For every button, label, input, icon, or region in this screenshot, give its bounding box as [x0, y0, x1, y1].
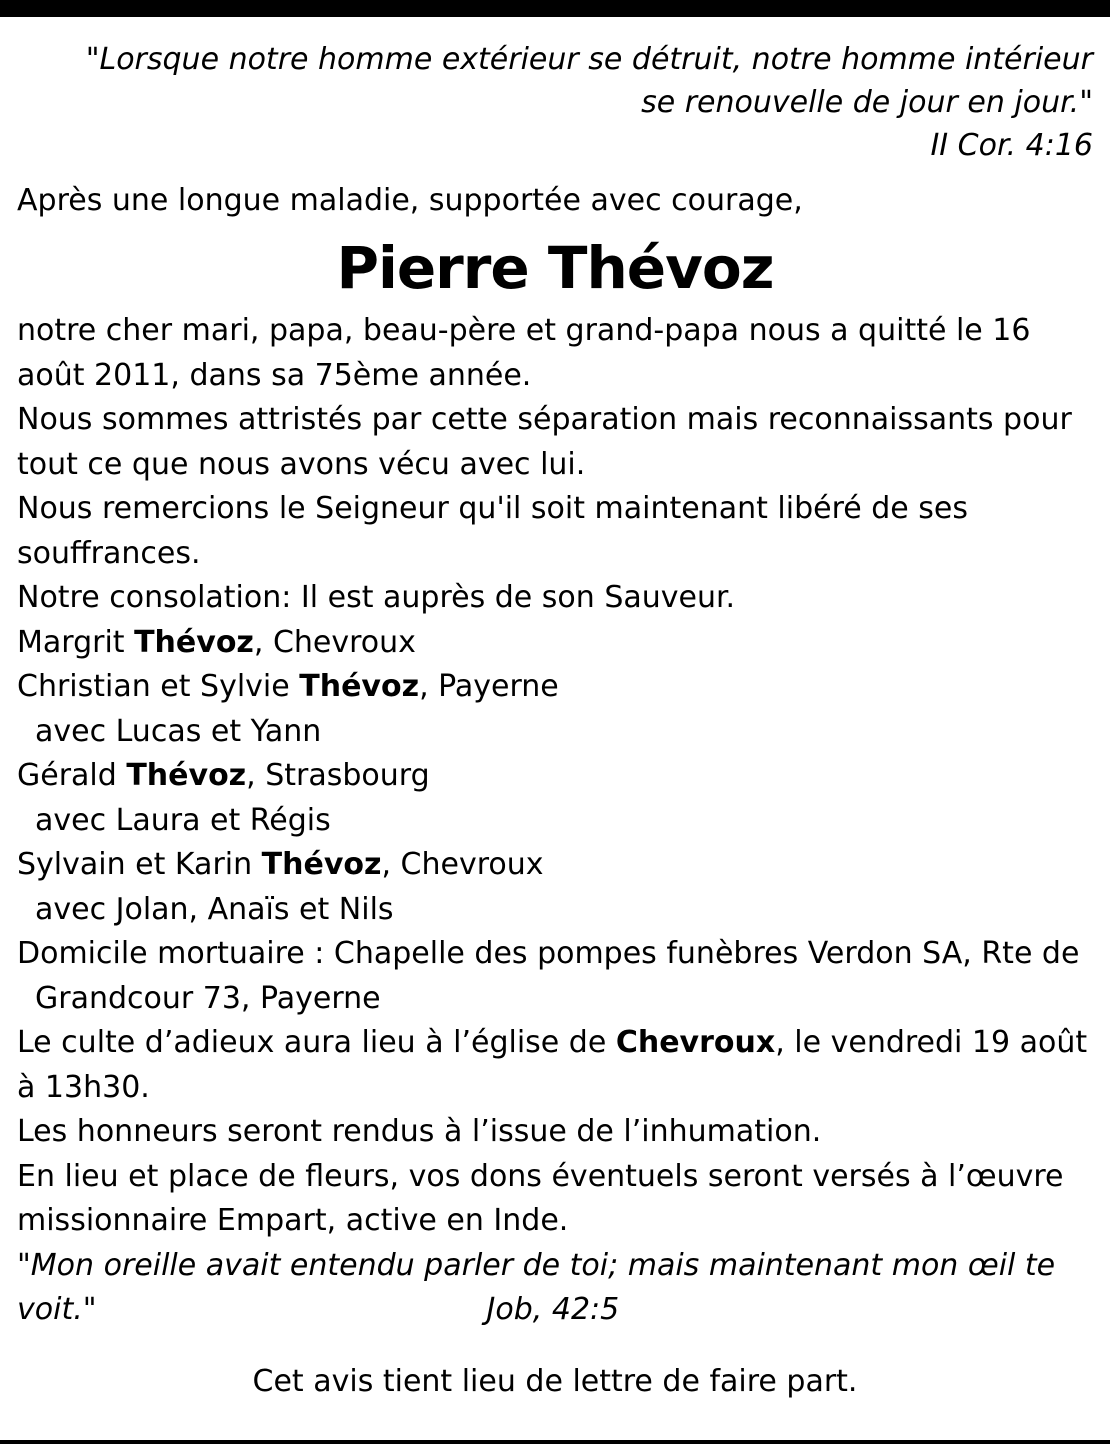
- epigraph-reference: II Cor. 4:16: [930, 128, 1093, 163]
- epigraph: [17, 38, 1093, 167]
- service-details: Le culte d’adieux aura lieu à l’église de Chevroux, le vendredi 19 août à 13h30.: [17, 1025, 1088, 1105]
- footer-note: Cet avis tient lieu de lettre de faire part.: [252, 1364, 858, 1399]
- paragraph-consolation: Notre consolation: Il est auprès de son Sauveur.: [17, 580, 736, 615]
- obituary-notice: [17, 38, 1093, 1333]
- domicile-mortuaire: Domicile mortuaire : Chapelle des pompes funèbres Verdon SA, Rte de Grandcour 73, Payerne: [17, 936, 1080, 1016]
- deceased-name: Pierre Thévoz: [336, 234, 774, 302]
- family-member-2: Christian et Sylvie Thévoz, Payerne: [17, 669, 559, 704]
- family-member-2-children: avec Lucas et Yann: [35, 713, 322, 749]
- closing-quote-reference: Job, 42:5: [486, 1292, 620, 1327]
- bottom-border-rule: [0, 1440, 1110, 1444]
- family-member-4-children: avec Jolan, Anaïs et Nils: [35, 891, 394, 927]
- closing-quote: "Mon oreille avait entendu parler de toi; mais maintenant mon œil te voit." Job, 42:5: [17, 1244, 1093, 1333]
- paragraph-gratitude: Nous sommes attristés par cette séparation mais reconnaissants pour tout ce que nous avons vécu avec lui.: [17, 402, 1072, 482]
- family-member-1: Margrit Thévoz, Chevroux: [17, 624, 416, 660]
- epigraph-line-2: se renouvelle de jour en jour.": [641, 85, 1093, 120]
- paragraph-death: notre cher mari, papa, beau-père et grand-papa nous a quitté le 16 août 2011, dans sa 75ème année.: [17, 313, 1031, 393]
- family-member-3-children: avec Laura et Régis: [35, 802, 331, 838]
- top-border-rule: [0, 0, 1110, 17]
- family-member-3: Gérald Thévoz, Strasbourg: [17, 758, 430, 793]
- intro-line: Après une longue maladie, supportée avec courage,: [17, 183, 803, 218]
- flowers-details: En lieu et place de fleurs, vos dons éventuels seront versés à l’œuvre missionnaire Empart, active en Inde.: [17, 1158, 1064, 1238]
- notice-body: [17, 309, 1093, 1333]
- epigraph-line-1: "Lorsque notre homme extérieur se détruit, notre homme intérieur: [85, 42, 1093, 77]
- paragraph-thanks: Nous remercions le Seigneur qu'il soit maintenant libéré de ses souffrances.: [17, 491, 968, 571]
- honours-details: Les honneurs seront rendus à l’issue de l’inhumation.: [17, 1114, 822, 1149]
- family-member-4: Sylvain et Karin Thévoz, Chevroux: [17, 847, 544, 882]
